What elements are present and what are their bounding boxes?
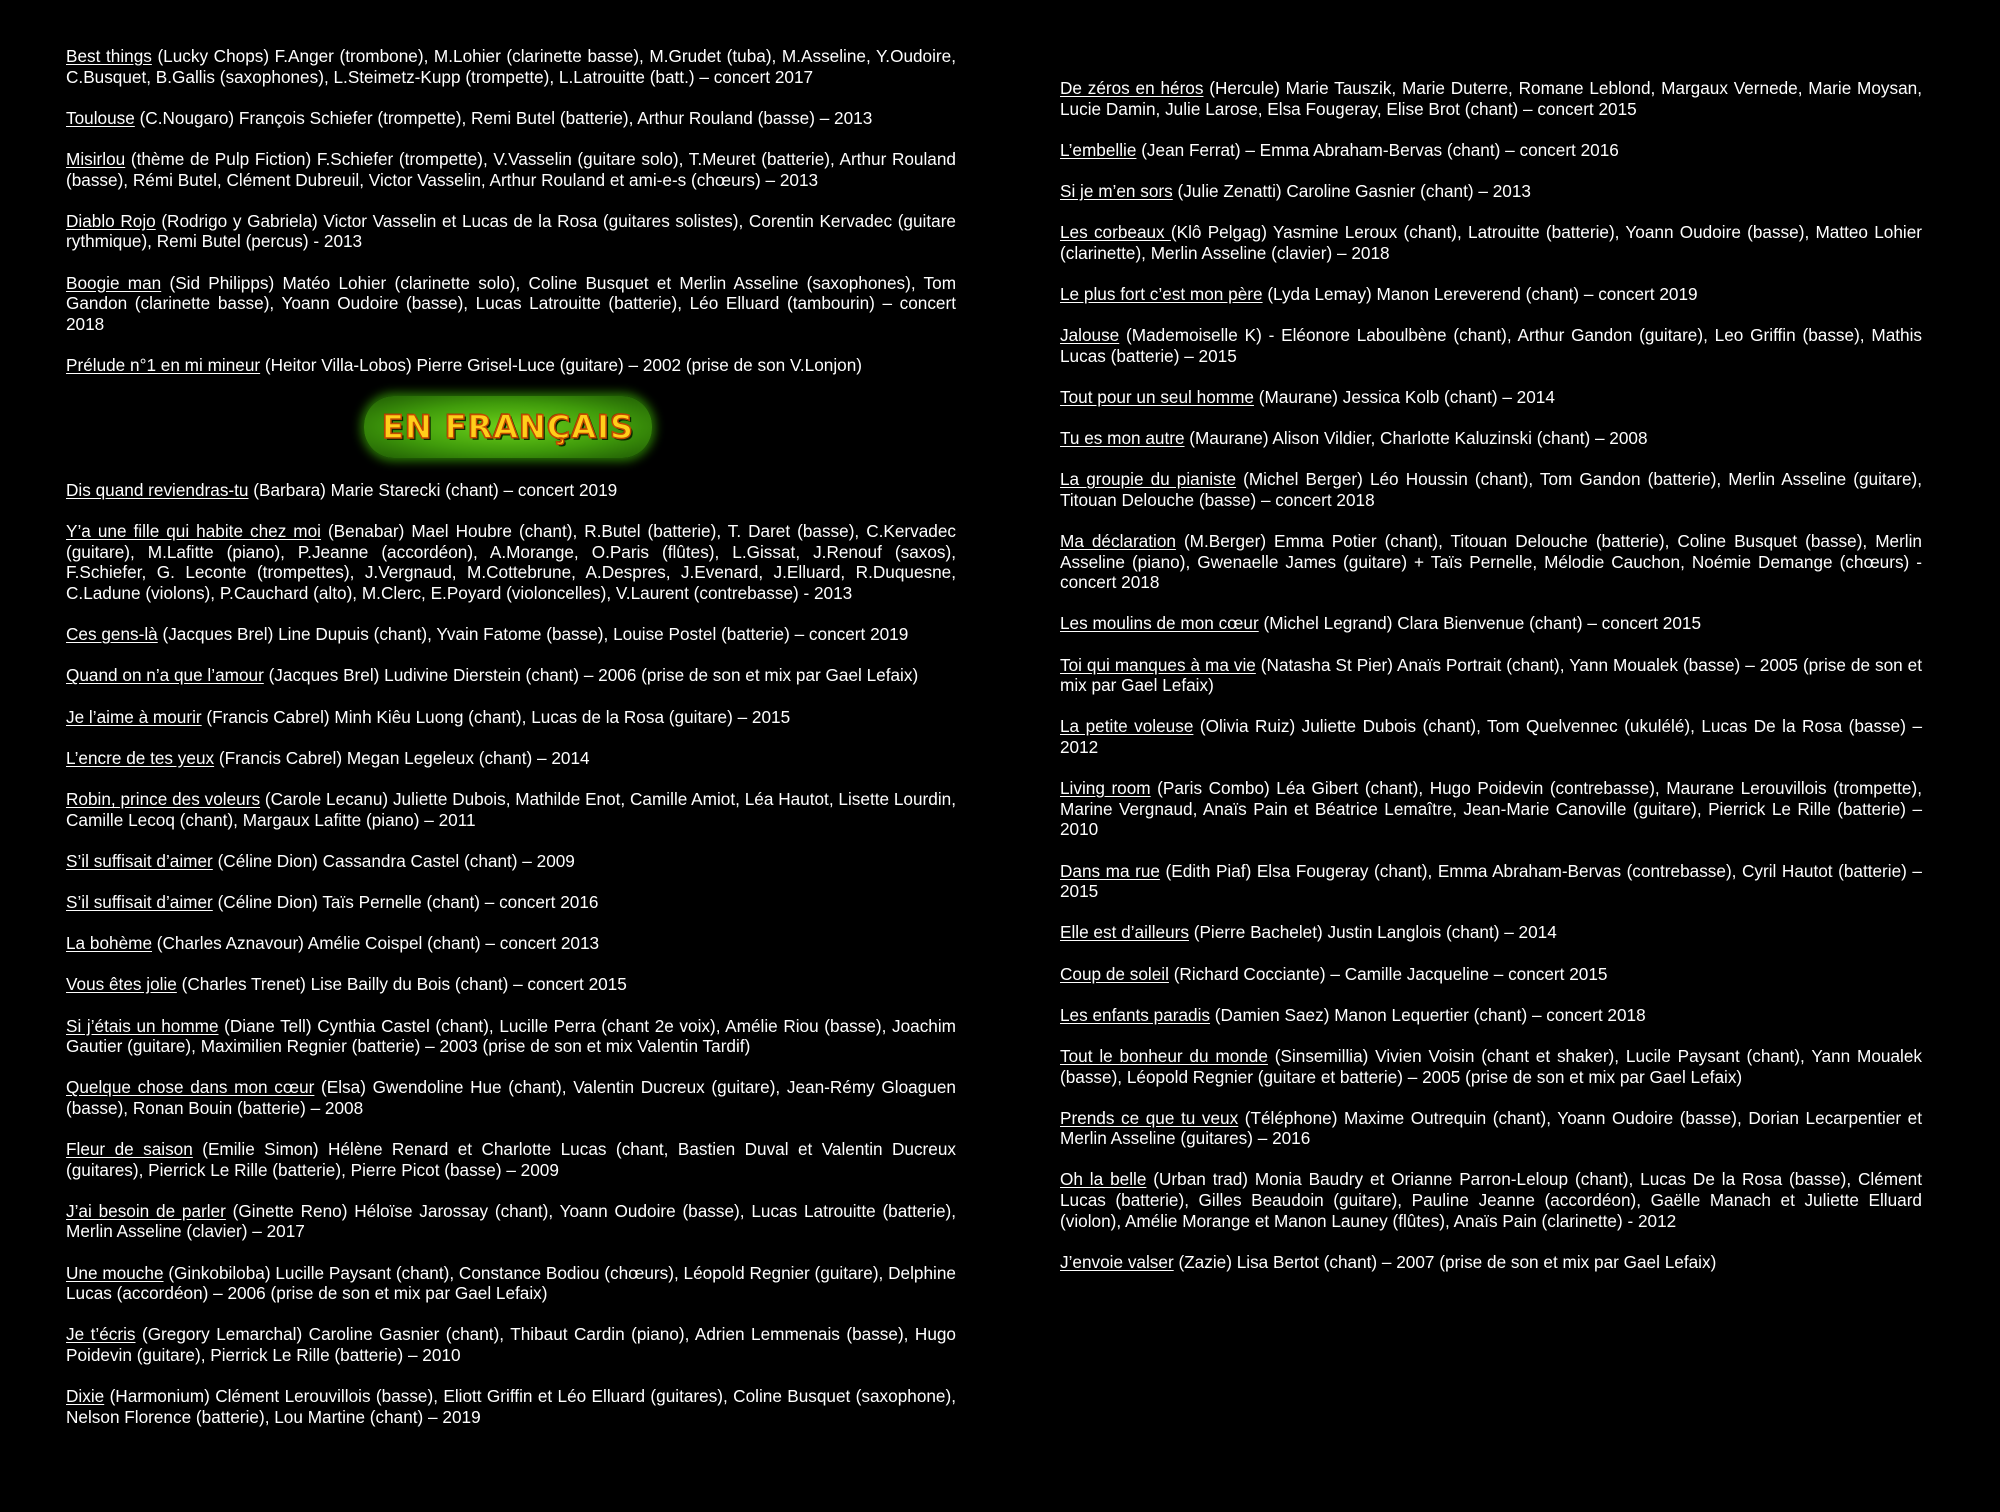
song-title: Robin, prince des voleurs [66,789,261,809]
song-entry [1060,222,1922,263]
song-credits: (thème de Pulp Fiction) F.Schiefer (trompette), V.Vasselin (guitare solo), T.Meuret (batterie), Arthur Rouland (basse), Rémi Butel, Clément Dubreuil, Victor Vasselin, Arthur Rouland et ami-e-s (chœurs) – 2013 [66,148,956,190]
song-entry [1060,531,1922,593]
song-entry [66,707,956,728]
french-song-list-right [1060,78,1922,1272]
song-credits: (Olivia Ruiz) Juliette Dubois (chant), Tom Quelvennec (ukulélé), Lucas De la Rosa (basse) – 2012 [1060,716,1922,757]
song-title: Le plus fort c’est mon père [1060,283,1263,304]
song-entry [1060,78,1922,119]
song-title: Les enfants paradis [1060,1004,1211,1025]
song-title: Toulouse [66,107,135,128]
song-entry [1060,716,1922,757]
song-entry [1060,1046,1922,1087]
song-credits: (Michel Berger) Léo Houssin (chant), Tom Gandon (batterie), Merlin Asseline (guitare), Titouan Delouche (basse) – concert 2018 [1060,469,1922,510]
song-entry [1060,964,1922,985]
song-credits: (Sid Philipps) Matéo Lohier (clarinette solo), Coline Busquet et Merlin Asseline (saxophones), Tom Gandon (clarinette basse), Yoann Oudoire (basse), Lucas Latrouitte (batterie), Léo Elluard (tambourin) – concert 2018 [66,272,957,334]
song-title: Les moulins de mon cœur [1060,613,1259,634]
song-title: La petite voleuse [1060,716,1194,737]
song-credits: (Rodrigo y Gabriela) Victor Vasselin et Lucas de la Rosa (guitares solistes), Corentin Kervadec (guitare rythmique), Remi Butel (percus) - 2013 [66,210,956,252]
song-credits: (Lucky Chops) F.Anger (trombone), M.Lohier (clarinette basse), M.Grudet (tuba), M.Asseline, Y.Oudoire, C.Busquet, B.Gallis (saxophones), L.Steimetz-Kupp (trompette), L.Latrouitte (batt.) – concert 2017 [66,46,956,87]
song-credits: (Ginkobiloba) Lucille Paysant (chant), Constance Bodiou (chœurs), Léopold Regnier (guitare), Delphine Lucas (accordéon) – 2006 (prise de son et mix par Gael Lefaix) [66,1262,956,1304]
song-title: Vous êtes jolie [66,974,177,995]
song-entry [1060,428,1922,449]
song-title: Y’a une fille qui habite chez moi [66,521,321,542]
song-entry [1060,181,1922,202]
song-entry [1060,325,1922,366]
song-entry [1060,387,1922,408]
song-title: Best things [66,46,152,66]
song-title: J’envoie valser [1060,1251,1174,1272]
song-entry [1060,778,1922,840]
song-entry [66,521,956,603]
song-credits: (Benabar) Mael Houbre (chant), R.Butel (batterie), T. Daret (basse), C.Kervadec (guitare), M.Lafitte (piano), P.Jeanne (accordéon), A.Morange, O.Paris (flûtes), L.Gissat, J.Renouf (saxos), F.Schiefer, G. Leconte (trompettes), J.Vergnaud, M.Cottebrune, A.Despres, J.Evenard, J.Elluard, R.Duquesne, C.Ladune (violons), P.Cauchard (alto), M.Clerc, E.Poyard (violoncelles), V.Laurent (contrebasse) - 2013 [66,521,956,604]
left-column [66,46,956,1448]
song-title: Dans ma rue [1060,860,1160,881]
song-title: Jalouse [1060,325,1120,346]
song-title: Tout le bonheur du monde [1060,1045,1268,1066]
song-entry [1060,1252,1922,1273]
song-entry [66,211,956,252]
right-column [1060,78,1922,1293]
song-title: Dixie [66,1386,105,1407]
song-entry [1060,613,1922,634]
song-title: Elle est d’ailleurs [1060,922,1189,943]
song-entry [66,1016,956,1057]
song-credits: (Barbara) Marie Starecki (chant) – concert 2019 [248,480,618,501]
song-credits: (Michel Legrand) Clara Bienvenue (chant) – concert 2015 [1258,613,1702,634]
song-credits: (Carole Lecanu) Juliette Dubois, Mathilde Enot, Camille Amiot, Léa Hautot, Lisette Lourdin, Camille Lecoq (chant), Margaux Lafitte (piano) – 2011 [66,789,956,830]
song-entry [66,665,956,686]
song-entry [66,624,956,645]
song-entry [1060,1108,1922,1149]
song-credits: (Harmonium) Clément Lerouvillois (basse), Eliott Griffin et Léo Elluard (guitares), Coline Busquet (saxophone), Nelson Florence (batterie), Lou Martine (chant) – 2019 [66,1386,956,1427]
song-entry [1060,861,1922,902]
song-credits: (Edith Piaf) Elsa Fougeray (chant), Emma Abraham-Bervas (contrebasse), Cyril Hautot (batterie) – 2015 [1060,860,1922,902]
song-title: Fleur de saison [66,1139,193,1160]
song-credits: (Charles Trenet) Lise Bailly du Bois (chant) – concert 2015 [176,974,627,995]
song-credits: (Céline Dion) Taïs Pernelle (chant) – concert 2016 [212,891,599,912]
song-entry [1060,922,1922,943]
song-entry [66,748,956,769]
song-title: Dis quand reviendras-tu [66,480,249,501]
song-credits: (Urban trad) Monia Baudry et Orianne Parron-Leloup (chant), Lucas De la Rosa (basse), Clément Lucas (batterie), Gilles Beaudoin (guitare), Pauline Jeanne (accordéon), Gaëlle Manach et Juliette Elluard (violon), Amélie Morange et Manon Launey (flûtes), Anaïs Pain (clarinette) - 2012 [1060,1169,1922,1231]
song-credits: (Hercule) Marie Tauszik, Marie Duterre, Romane Leblond, Margaux Vernede, Marie Moysan, Lucie Damin, Julie Larose, Elsa Fougeray, Elise Brot (chant) – concert 2015 [1060,78,1923,119]
song-credits: (Jean Ferrat) – Emma Abraham-Bervas (chant) – concert 2016 [1136,139,1619,160]
song-entry [1060,469,1922,510]
song-credits: (Jacques Brel) Line Dupuis (chant), Yvain Fatome (basse), Louise Postel (batterie) – concert 2019 [157,624,909,645]
song-credits: (Klô Pelgag) Yasmine Leroux (chant), Latrouitte (batterie), Yoann Oudoire (basse), Matteo Lohier (clarinette), Merlin Asseline (clavier) – 2018 [1060,222,1923,263]
banner-title: EN FRANÇAIS [381,408,635,447]
song-credits: (Elsa) Gwendoline Hue (chant), Valentin Ducreux (guitare), Jean-Rémy Gloaguen (basse), Ronan Bouin (batterie) – 2008 [66,1077,956,1118]
song-entry [66,1324,956,1365]
song-entry [66,933,956,954]
song-title: Living room [1060,778,1151,799]
song-credits: (Charles Aznavour) Amélie Coispel (chant) – concert 2013 [152,933,600,954]
song-credits: (Céline Dion) Cassandra Castel (chant) – 2009 [212,850,575,871]
song-title: Ma déclaration [1060,531,1176,552]
song-entry [66,851,956,872]
song-credits: (Francis Cabrel) Megan Legeleux (chant) – 2014 [214,747,590,768]
song-title: Si j’étais un homme [66,1015,219,1036]
song-credits: (M.Berger) Emma Potier (chant), Titouan Delouche (batterie), Coline Busquet (basse), Merlin Asseline (piano), Gwenaelle James (guitare) + Taïs Pernelle, Mélodie Cauchon, Noémie Demange (chœurs) - concert 2018 [1060,531,1922,593]
song-credits: (Natasha St Pier) Anaïs Portrait (chant), Yann Moualek (basse) – 2005 (prise de son et mix par Gael Lefaix) [1060,654,1922,696]
song-entry [66,273,956,335]
song-entry [66,355,956,376]
song-credits: (Emilie Simon) Hélène Renard et Charlotte Lucas (chant, Bastien Duval et Valentin Ducreux (guitares), Pierrick Le Rille (batterie), Pierre Picot (basse) – 2009 [66,1139,956,1180]
song-title: Toi qui manques à ma vie [1060,654,1256,675]
song-title: Tout pour un seul homme [1060,386,1254,407]
song-title: Oh la belle [1060,1169,1147,1190]
song-credits: (Julie Zenatti) Caroline Gasnier (chant) – 2013 [1172,180,1531,201]
song-title: Je t’écris [66,1324,136,1345]
song-title: La groupie du pianiste [1060,469,1237,490]
song-title: Quelque chose dans mon cœur [66,1077,315,1098]
song-credits: (Téléphone) Maxime Outrequin (chant), Yoann Oudoire (basse), Dorian Lecarpentier et Merlin Asseline (guitares) – 2016 [1060,1107,1923,1149]
song-title: La bohème [66,933,153,954]
song-entry [66,1386,956,1427]
song-credits: (Heitor Villa-Lobos) Pierre Grisel-Luce (guitare) – 2002 (prise de son V.Lonjon) [260,354,862,375]
song-entry [1060,1005,1922,1026]
song-credits: (Mademoiselle K) - Eléonore Laboulbène (chant), Arthur Gandon (guitare), Leo Griffin (basse), Mathis Lucas (batterie) – 2015 [1060,325,1922,366]
song-title: Misirlou [66,148,126,169]
song-credits: (Lyda Lemay) Manon Lereverend (chant) – concert 2019 [1262,283,1698,304]
en-francais-banner [364,396,652,458]
song-entry [1060,140,1922,161]
song-entry [66,108,956,129]
song-title: S’il suffisait d’aimer [66,891,213,912]
song-title: L’embellie [1060,139,1137,160]
song-title: Quand on n’a que l’amour [66,665,264,686]
song-credits: (Ginette Reno) Héloïse Jarossay (chant), Yoann Oudoire (basse), Lucas Latrouitte (batterie), Merlin Asseline (clavier) – 2017 [66,1200,957,1242]
song-title: J’ai besoin de parler [66,1200,226,1221]
song-title: Prélude n°1 en mi mineur [66,354,261,375]
song-credits: (Gregory Lemarchal) Caroline Gasnier (chant), Thibaut Cardin (piano), Adrien Lemmenais (basse), Hugo Poidevin (guitare), Pierrick Le Rille (batterie) – 2010 [66,1324,956,1366]
song-credits: (Richard Cocciante) – Camille Jacqueline – concert 2015 [1168,963,1608,984]
french-song-list-left [66,480,956,1427]
song-entry [66,1139,956,1180]
song-title: Coup de soleil [1060,963,1169,984]
song-title: Diablo Rojo [66,210,156,231]
song-entry [66,789,956,830]
song-credits: (Damien Saez) Manon Lequertier (chant) – concert 2018 [1210,1004,1646,1025]
song-credits: (C.Nougaro) François Schiefer (trompette), Remi Butel (batterie), Arthur Rouland (basse) – 2013 [134,107,873,128]
song-entry [66,1201,956,1242]
song-title: Une mouche [66,1262,164,1283]
song-entry [1060,1169,1922,1231]
english-song-list [66,46,956,376]
song-credits: (Jacques Brel) Ludivine Dierstein (chant) – 2006 (prise de son et mix par Gael Lefaix) [263,665,919,686]
song-credits: (Zazie) Lisa Bertot (chant) – 2007 (prise de son et mix par Gael Lefaix) [1173,1251,1717,1272]
song-credits: (Sinsemillia) Vivien Voisin (chant et shaker), Lucile Paysant (chant), Yann Moualek (basse), Léopold Regnier (guitare et batterie) – 2005 (prise de son et mix par Gael Lefaix) [1060,1045,1922,1087]
song-entry [66,974,956,995]
song-title: L’encre de tes yeux [66,747,215,768]
section-banner [66,396,956,478]
song-title: Si je m’en sors [1060,180,1173,201]
song-title: Prends ce que tu veux [1060,1107,1239,1128]
song-entry [1060,284,1922,305]
song-title: Je l’aime à mourir [66,706,202,727]
song-title: Boogie man [66,272,162,293]
song-title: De zéros en héros [1060,78,1204,98]
song-title: Ces gens-là [66,624,158,645]
song-entry [66,1077,956,1118]
song-entry [66,46,956,87]
song-title: Tu es mon autre [1060,428,1185,449]
song-title: S’il suffisait d’aimer [66,850,213,871]
song-credits: (Pierre Bachelet) Justin Langlois (chant) – 2014 [1188,922,1557,943]
song-entry [66,480,956,501]
song-entry [66,1263,956,1304]
song-entry [1060,655,1922,696]
song-entry [66,892,956,913]
song-credits: (Francis Cabrel) Minh Kiêu Luong (chant), Lucas de la Rosa (guitare) – 2015 [201,706,791,727]
song-credits: (Paris Combo) Léa Gibert (chant), Hugo Poidevin (contrebasse), Maurane Lerouvillois (trompette), Marine Vergnaud, Anaïs Pain et Béatrice Lemaître, Jean-Marie Canoville (guitare), Pierrick Le Rille (batterie) – 2010 [1060,778,1922,840]
song-entry [66,149,956,190]
song-credits: (Maurane) Alison Vildier, Charlotte Kaluzinski (chant) – 2008 [1184,428,1648,449]
song-credits: (Diane Tell) Cynthia Castel (chant), Lucille Perra (chant 2e voix), Amélie Riou (basse), Joachim Gautier (guitare), Maximilien Regnier (batterie) – 2003 (prise de son et mix Valentin Tardif) [66,1015,956,1057]
song-title: Les corbeaux [1060,222,1171,243]
song-credits: (Maurane) Jessica Kolb (chant) – 2014 [1253,386,1555,407]
